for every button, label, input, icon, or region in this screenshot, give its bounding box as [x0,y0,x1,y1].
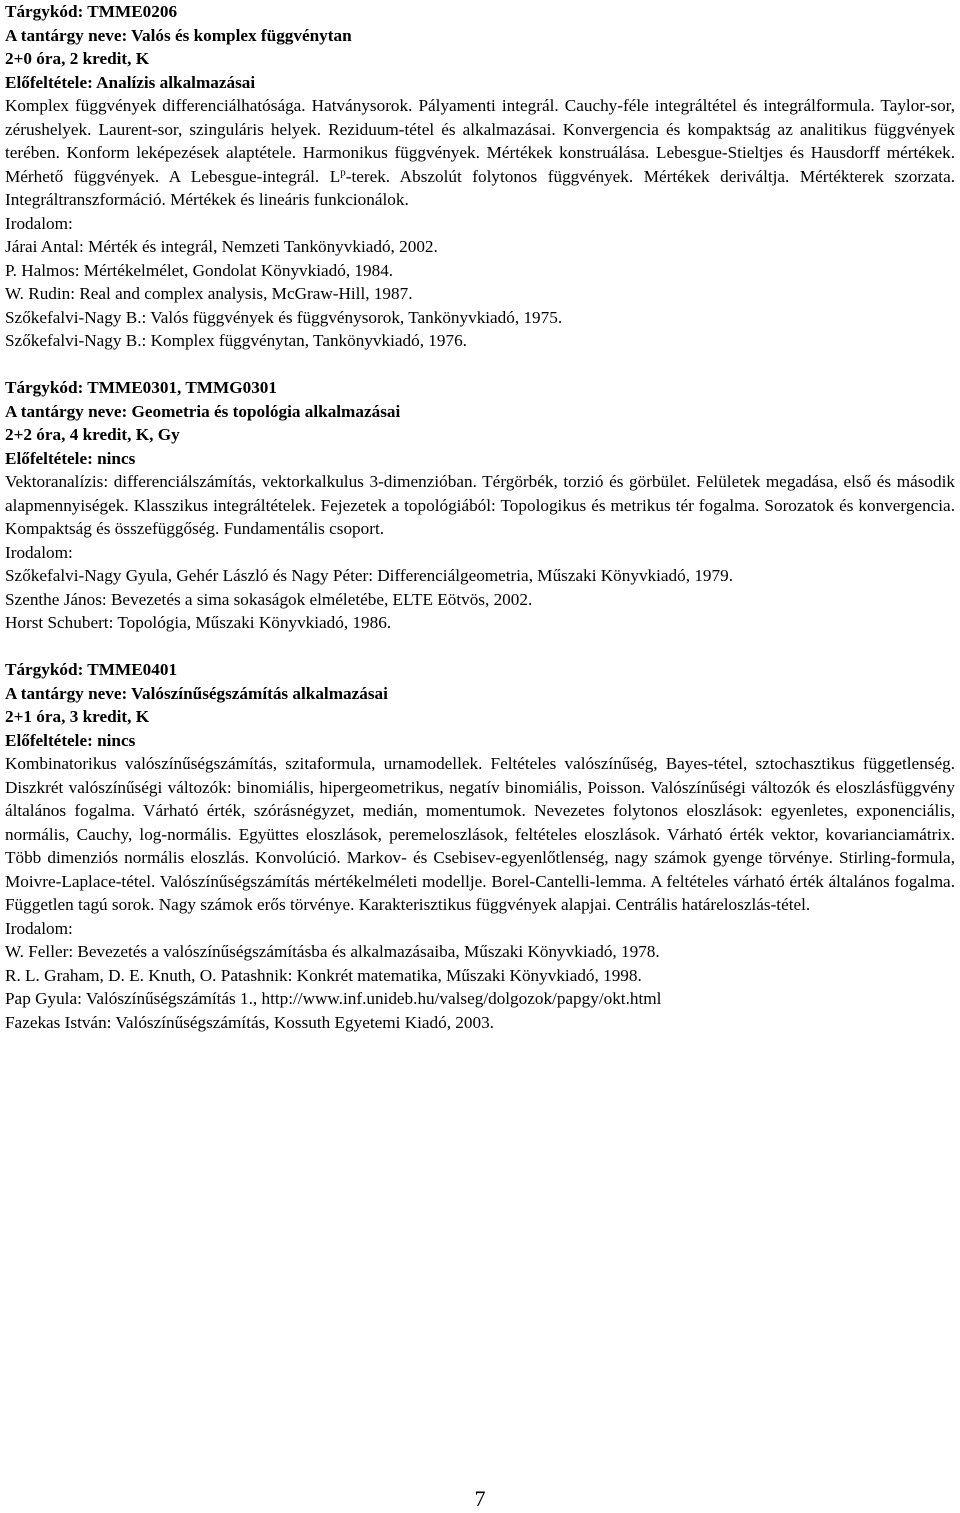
literature-item: R. L. Graham, D. E. Knuth, O. Patashnik: Konkrét matematika, Műszaki Könyvkiadó, 1998. [5,965,642,985]
course-name: A tantárgy neve: Geometria és topológia alkalmazásai [5,401,401,421]
course-hours: 2+0 óra, 2 kredit, K [5,49,150,68]
literature-label: Irodalom: [5,213,73,233]
literature-item: Szőkefalvi-Nagy B.: Komplex függvénytan, Tankönyvkiadó, 1976. [5,331,467,350]
course-name: A tantárgy neve: Valós és komplex függvénytan [5,25,352,45]
course-code: Tárgykód: TMME0206 [5,2,178,21]
course-description-tail: -terek. Abszolút folytonos függvények. Mértékek deriváltja. Mértékterek szorzata. Integráltranszformáció. Mértékek és lineáris funkcionálok. [5,166,955,209]
course-description: Kombinatorikus valószínűségszámítás, szitaformula, urnamodellek. Feltételes valószínűség, Bayes-tétel, sztochasztikus függetlenség. Diszkrét valószínűségi változók: binomiális, hipergeometrikus, negatív binomiális, Poisson. Valószínűségi változók és eloszlásfüggvény általános fogalma. Várható érték, szórásnégyzet, medián, momentumok. Nevezetes folytonos eloszlások: egyenletes, exponenciális, normális, Cauchy, log-normális. Együttes eloszlások, peremeloszlások, feltételes eloszlások. Várható érték vektor, kovarianciamátrix. Több dimenziós normális eloszlás. Konvolúció. Markov- és Csebisev-egyenlőtlenség, nagy számok gyenge törvénye. Stirling-formula, Moivre-Laplace-tétel. Valószínűségszámítás mértékelméleti modellje. Borel-Cantelli-lemma. A feltételes várható érték általános fogalma. Független tagú sorok. Nagy számok erős törvénye. Karakterisztikus függvények alapjai. Centrális határeloszlás-tétel. [5,754,955,914]
course-description-main: Komplex függvények differenciálhatósága. Hatványsorok. Pályamenti integrál. Cauchy-féle integráltétel és integrálformula. Taylor-sor, zérushelyek. Laurent-sor, szinguláris helyek. Reziduum-tétel és alkalmazásai. Konvergencia és kompaktság az analitikus függvények terében. Konform leképezések alaptétele. Harmonikus függvények. Mértékek konstruálása. Lebesgue-Stieltjes és Hausdorff mértékek. Mérhető függvények. A Lebesgue-integrál. L [5,96,955,186]
literature-item: W. Rudin: Real and complex analysis, McGraw-Hill, 1987. [5,284,413,303]
course-prerequisite: Előfeltétele: Analízis alkalmazásai [5,72,256,92]
course-hours: 2+2 óra, 4 kredit, K, Gy [5,425,180,444]
literature-item: Szőkefalvi-Nagy Gyula, Gehér László és Nagy Péter: Differenciálgeometria, Műszaki Könyvkiadó, 1979. [5,566,734,585]
course-description [5,94,955,212]
course-name: A tantárgy neve: Valószínűségszámítás alkalmazásai [5,683,388,703]
course-tmme0301 [5,376,955,635]
literature-item: P. Halmos: Mértékelmélet, Gondolat Könyvkiadó, 1984. [5,260,394,280]
course-prerequisite: Előfeltétele: nincs [5,730,136,750]
course-tmme0206 [5,0,955,353]
course-description-sup: p [340,165,346,178]
literature-item: W. Feller: Bevezetés a valószínűségszámításba és alkalmazásaiba, Műszaki Könyvkiadó, 1978. [5,942,660,961]
literature-item: Járai Antal: Mérték és integrál, Nemzeti Tankönyvkiadó, 2002. [5,237,438,256]
document-page [5,0,955,1034]
literature-item: Horst Schubert: Topológia, Műszaki Könyvkiadó, 1986. [5,613,392,632]
literature-item: Fazekas István: Valószínűségszámítás, Kossuth Egyetemi Kiadó, 2003. [5,1012,494,1032]
literature-label: Irodalom: [5,542,73,562]
literature-item: Szenthe János: Bevezetés a sima sokaságok elméletébe, ELTE Eötvös, 2002. [5,589,533,609]
course-description: Vektoranalízis: differenciálszámítás, vektorkalkulus 3-dimenzióban. Térgörbék, torzió és görbület. Felületek megadása, első és második alapmennyiségek. Klasszikus integráltételek. Fejezetek a topológiából: Topologikus és metrikus tér fogalma. Sorozatok és konvergencia. Kompaktság és összefüggőség. Fundamentális csoport. [5,472,955,538]
literature-item: Pap Gyula: Valószínűségszámítás 1., http://www.inf.unideb.hu/valseg/dolgozok/papgy/okt.html [5,989,662,1008]
page-number: 7 [474,1486,486,1511]
literature-item: Szőkefalvi-Nagy B.: Valós függvények és függvénysorok, Tankönyvkiadó, 1975. [5,307,563,327]
course-code: Tárgykód: TMME0401 [5,660,178,679]
course-hours: 2+1 óra, 3 kredit, K [5,707,150,726]
literature-label: Irodalom: [5,918,73,938]
course-prerequisite: Előfeltétele: nincs [5,448,136,468]
course-code: Tárgykód: TMME0301, TMMG0301 [5,378,277,397]
course-tmme0401 [5,658,955,1034]
